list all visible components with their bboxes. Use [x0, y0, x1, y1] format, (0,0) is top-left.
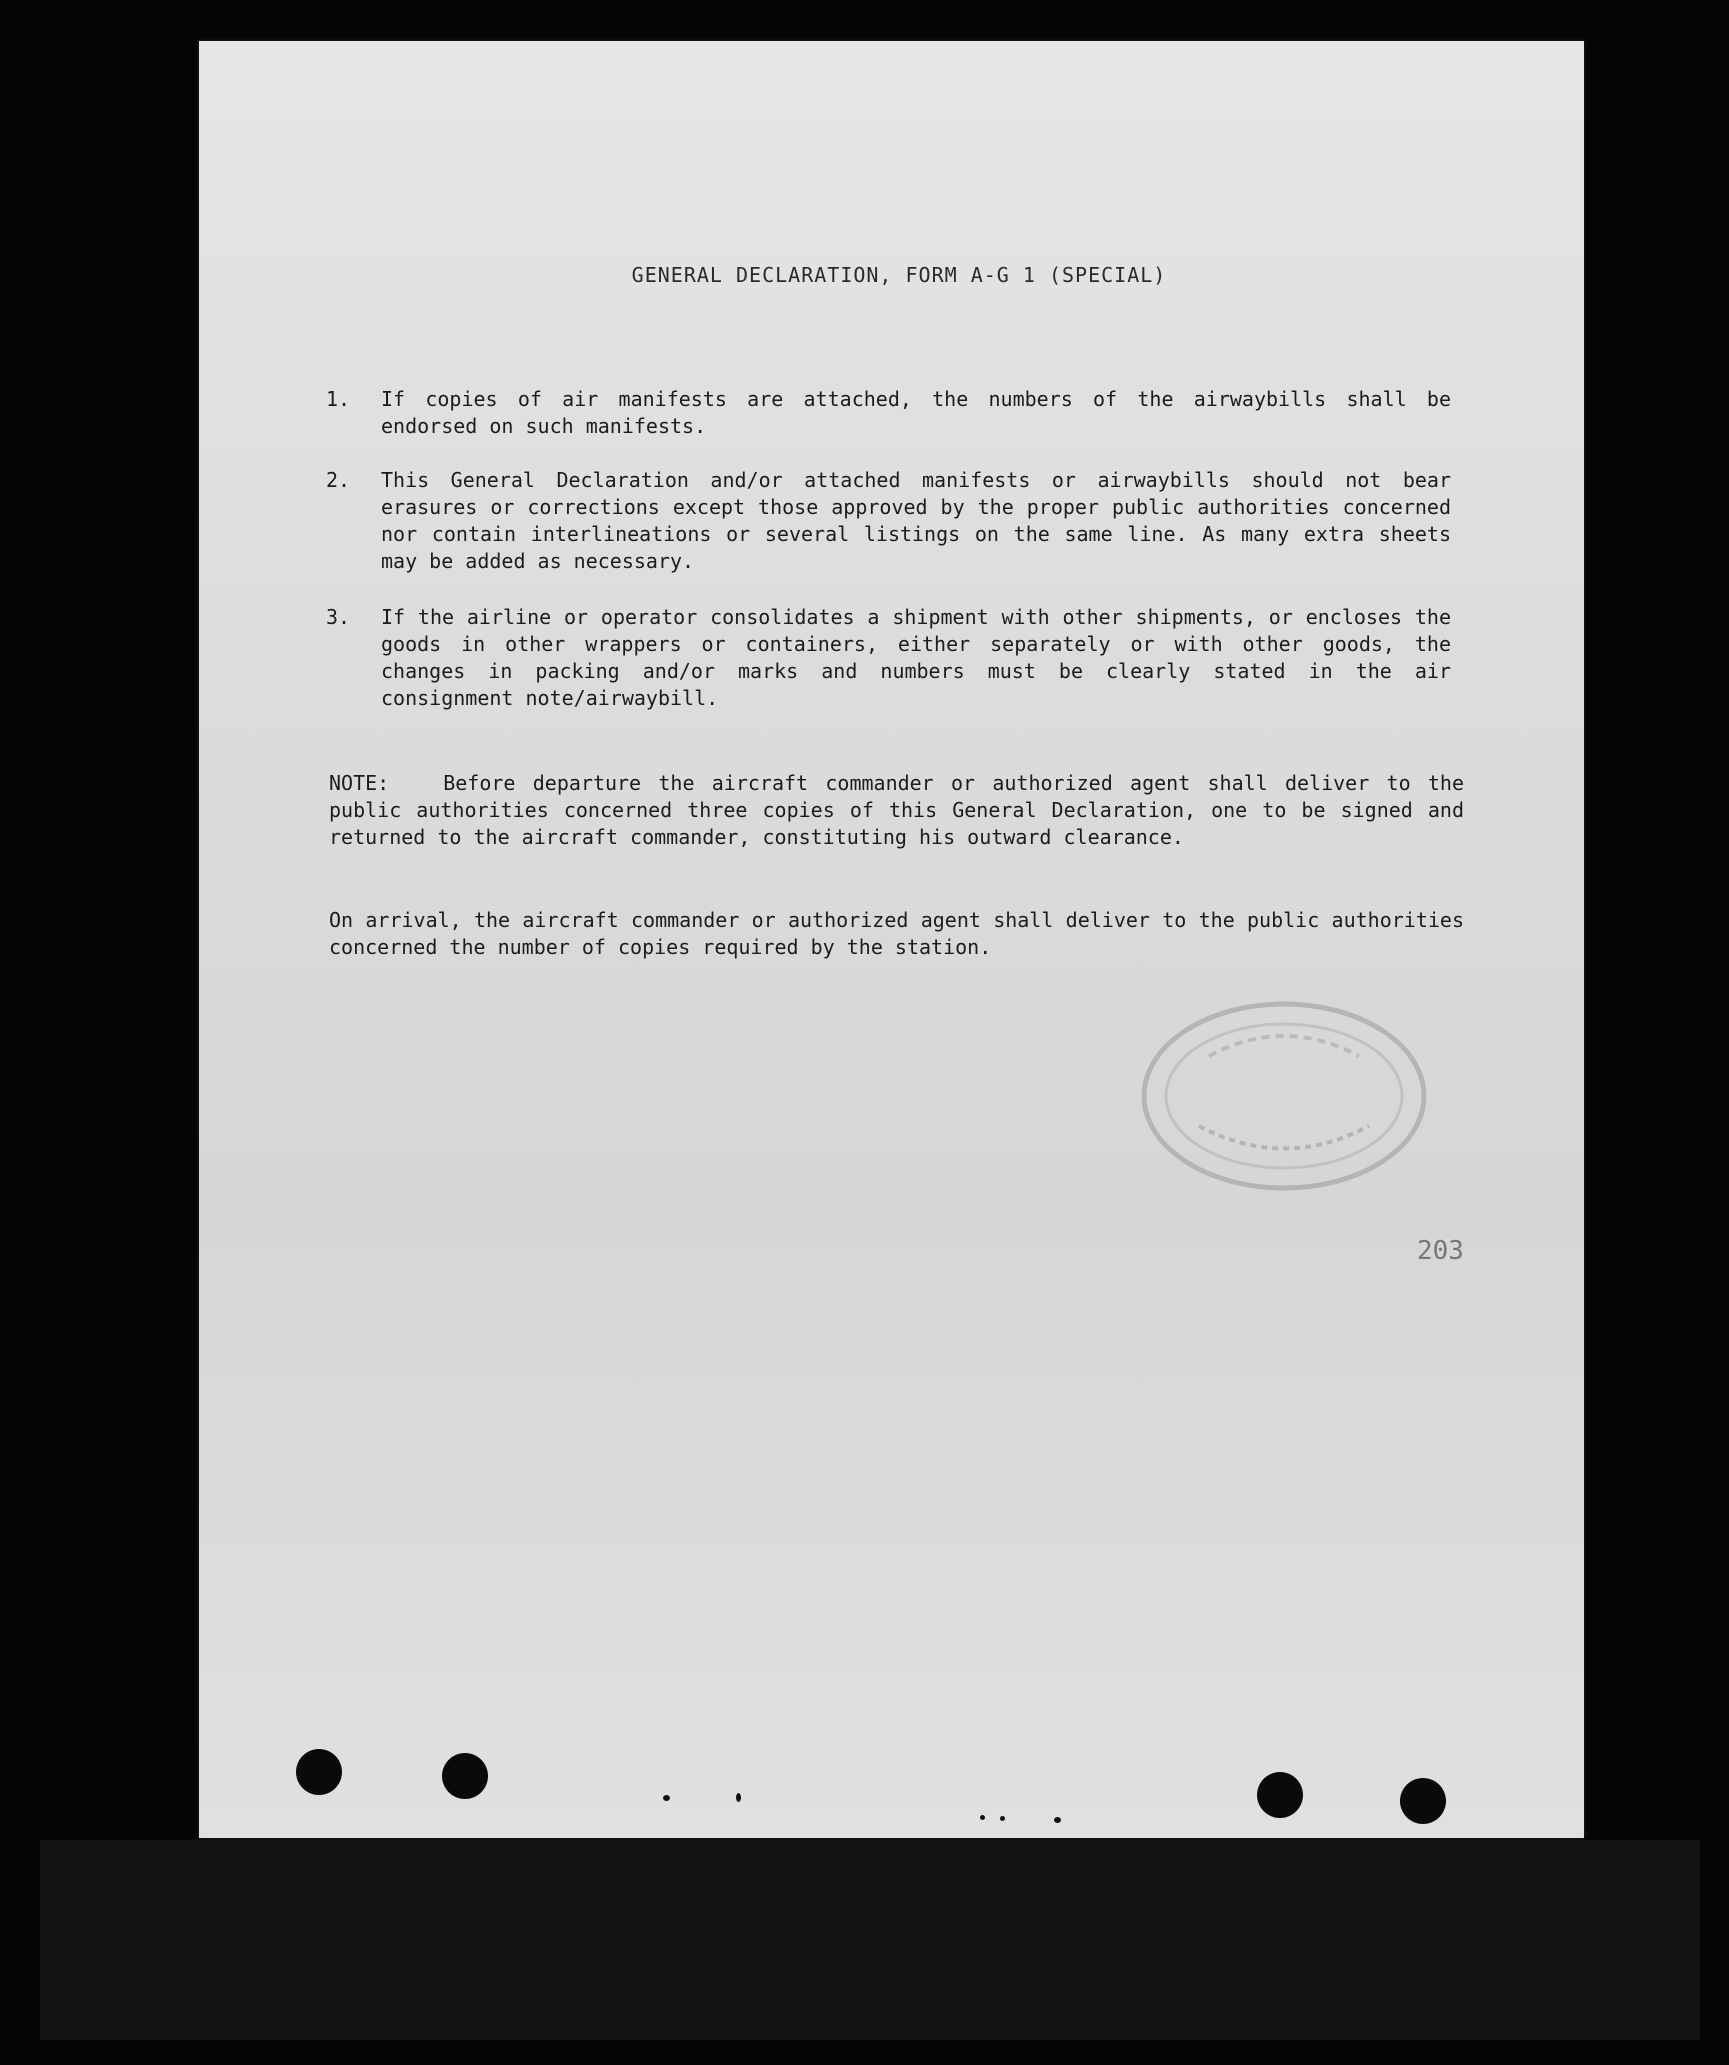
punch-hole	[1400, 1778, 1446, 1824]
speck-mark	[980, 1815, 985, 1820]
speck-mark	[1000, 1816, 1005, 1821]
item-text: This General Declaration and/or attached manifests or airwaybills should not bear erasures or corrections except those approved by the proper public authorities concerned nor contain interlineations or several listings on the same line. As many extra sheets may be added as necessary.	[381, 468, 1451, 573]
instruction-item	[326, 467, 1476, 587]
item-number: 1.	[326, 387, 351, 411]
instruction-item	[326, 386, 1476, 446]
faded-stamp	[1139, 996, 1429, 1196]
item-text: If copies of air manifests are attached, the numbers of the airwaybills shall be endorsed on such manifests.	[381, 387, 1451, 438]
item-text: If the airline or operator consolidates a shipment with other shipments, or encloses the goods in other wrappers or containers, either separately or with other goods, the changes in packing and/or marks and numbers must be clearly stated in the air consignment note/airwaybill.	[381, 605, 1451, 710]
speck-mark	[663, 1795, 670, 1801]
item-number: 3.	[326, 605, 351, 629]
arrival-paragraph: On arrival, the aircraft commander or authorized agent shall deliver to the public authorities concerned the number of copies required by the station.	[329, 908, 1464, 959]
document-title: GENERAL DECLARATION, FORM A-G 1 (SPECIAL)	[631, 263, 1167, 287]
page-number-mark: 203	[1417, 1236, 1464, 1266]
item-number: 2.	[326, 468, 351, 492]
instruction-item	[326, 604, 1476, 724]
dark-backdrop	[40, 1840, 1700, 2040]
punch-hole	[1257, 1772, 1303, 1818]
punch-hole	[442, 1753, 488, 1799]
note-label: NOTE:	[329, 771, 390, 795]
document-page	[199, 41, 1584, 1838]
speck-mark	[736, 1793, 741, 1802]
note-text: Before departure the aircraft commander or authorized agent shall deliver to the public authorities concerned three copies of this General Declaration, one to be signed and returned to the aircraft commander, constituting his outward clearance.	[329, 771, 1464, 849]
speck-mark	[1054, 1817, 1061, 1823]
note-paragraph	[329, 770, 1464, 851]
punch-hole	[296, 1749, 342, 1795]
